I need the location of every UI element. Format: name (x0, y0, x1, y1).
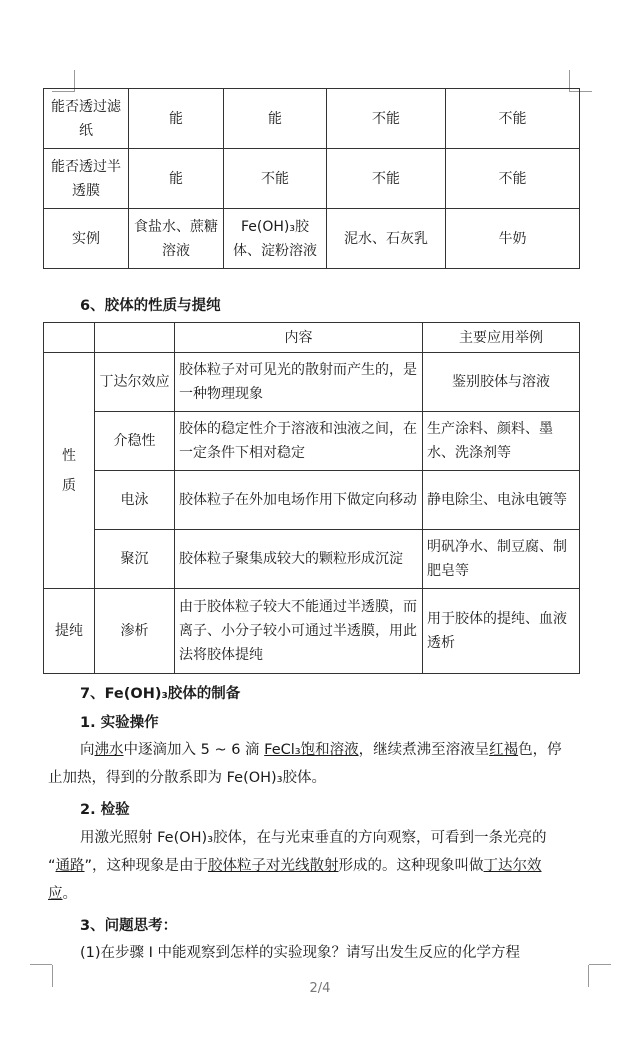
property-application: 静电除尘、电泳电镀等 (423, 471, 580, 530)
key-term: 红褐 (489, 742, 519, 758)
table-cell: 不能 (327, 149, 446, 209)
table-cell: Fe(OH)₃胶体、淀粉溶液 (224, 209, 327, 269)
subsection-heading: 1. 实验操作 (80, 715, 159, 731)
row-label: 能否透过滤纸 (44, 89, 129, 149)
table-row (44, 471, 580, 530)
property-application: 生产涂料、颜料、墨水、洗涤剂等 (423, 412, 580, 471)
table-header-row (44, 323, 580, 353)
table-row (44, 353, 580, 412)
table-row (44, 149, 580, 209)
header-content: 内容 (175, 323, 423, 353)
crop-mark (30, 964, 52, 965)
table-cell: 能 (129, 149, 224, 209)
key-term: 通路 (55, 858, 85, 874)
table-cell: 不能 (446, 149, 580, 209)
dispersion-comparison-table (43, 88, 580, 269)
property-name: 丁达尔效应 (95, 353, 175, 412)
table-row (44, 89, 580, 149)
row-label: 能否透过半透膜 (44, 149, 129, 209)
key-term: 应 (48, 886, 63, 902)
section-heading: 3、问题思考： (80, 918, 178, 934)
table-row (44, 209, 580, 269)
table-cell: 不能 (224, 149, 327, 209)
property-content: 胶体的稳定性介于溶液和浊液之间，在一定条件下相对稳定 (175, 412, 423, 471)
section-heading: 7、Fe(OH)₃胶体的制备 (80, 686, 241, 702)
table-cell: 不能 (446, 89, 580, 149)
key-term: 沸水 (94, 742, 124, 758)
table-cell: 牛奶 (446, 209, 580, 269)
table-cell: 不能 (327, 89, 446, 149)
page-number: 2/4 (309, 981, 331, 996)
table-cell: 能 (129, 89, 224, 149)
table-row (44, 530, 580, 589)
group-label-purify: 提纯 (44, 589, 95, 674)
key-term: 胶体粒子对光线散射 (208, 858, 339, 874)
property-content: 胶体粒子在外加电场作用下做定向移动 (175, 471, 423, 530)
group-label-property: 性 质 (44, 353, 95, 589)
subsection-heading: 2. 检验 (80, 802, 130, 818)
table-row (44, 412, 580, 471)
property-application: 用于胶体的提纯、血液透析 (423, 589, 580, 674)
section-heading: 6、胶体的性质与提纯 (80, 298, 221, 314)
property-name: 介稳性 (95, 412, 175, 471)
paragraph-check-line2: “通路”，这种现象是由于胶体粒子对光线散射形成的。这种现象叫做丁达尔效 (48, 858, 542, 874)
property-content: 胶体粒子聚集成较大的颗粒形成沉淀 (175, 530, 423, 589)
colloid-properties-table (43, 322, 580, 674)
key-term: 丁达尔效 (483, 858, 542, 874)
property-content: 胶体粒子对可见光的散射而产生的，是一种物理现象 (175, 353, 423, 412)
property-name: 渗析 (95, 589, 175, 674)
paragraph-operation-line1: 向沸水中逐滴加入 5 ~ 6 滴 FeCl₃饱和溶液，继续煮沸至溶液呈红褐色，停 (80, 742, 562, 758)
property-name: 电泳 (95, 471, 175, 530)
table-cell: 泥水、石灰乳 (327, 209, 446, 269)
row-label: 实例 (44, 209, 129, 269)
property-name: 聚沉 (95, 530, 175, 589)
header-application: 主要应用举例 (423, 323, 580, 353)
property-application: 明矾净水、制豆腐、制肥皂等 (423, 530, 580, 589)
paragraph-check-line1: 用激光照射 Fe(OH)₃胶体，在与光束垂直的方向观察，可看到一条光亮的 (80, 830, 547, 846)
key-term: FeCl₃饱和溶液 (264, 742, 359, 758)
paragraph-operation-line2: 止加热，得到的分散系即为 Fe(OH)₃胶体。 (48, 770, 327, 786)
table-row (44, 589, 580, 674)
table-cell: 能 (224, 89, 327, 149)
question-1: (1)在步骤 Ⅰ 中能观察到怎样的实验现象？请写出发生反应的化学方程 (80, 945, 521, 961)
property-content: 由于胶体粒子较大不能通过半透膜，而离子、小分子较小可通过半透膜，用此法将胶体提纯 (175, 589, 423, 674)
table-cell: 食盐水、蔗糖溶液 (129, 209, 224, 269)
paragraph-check-line3: 应。 (48, 886, 77, 902)
property-application: 鉴别胶体与溶液 (423, 353, 580, 412)
crop-mark (589, 964, 611, 965)
